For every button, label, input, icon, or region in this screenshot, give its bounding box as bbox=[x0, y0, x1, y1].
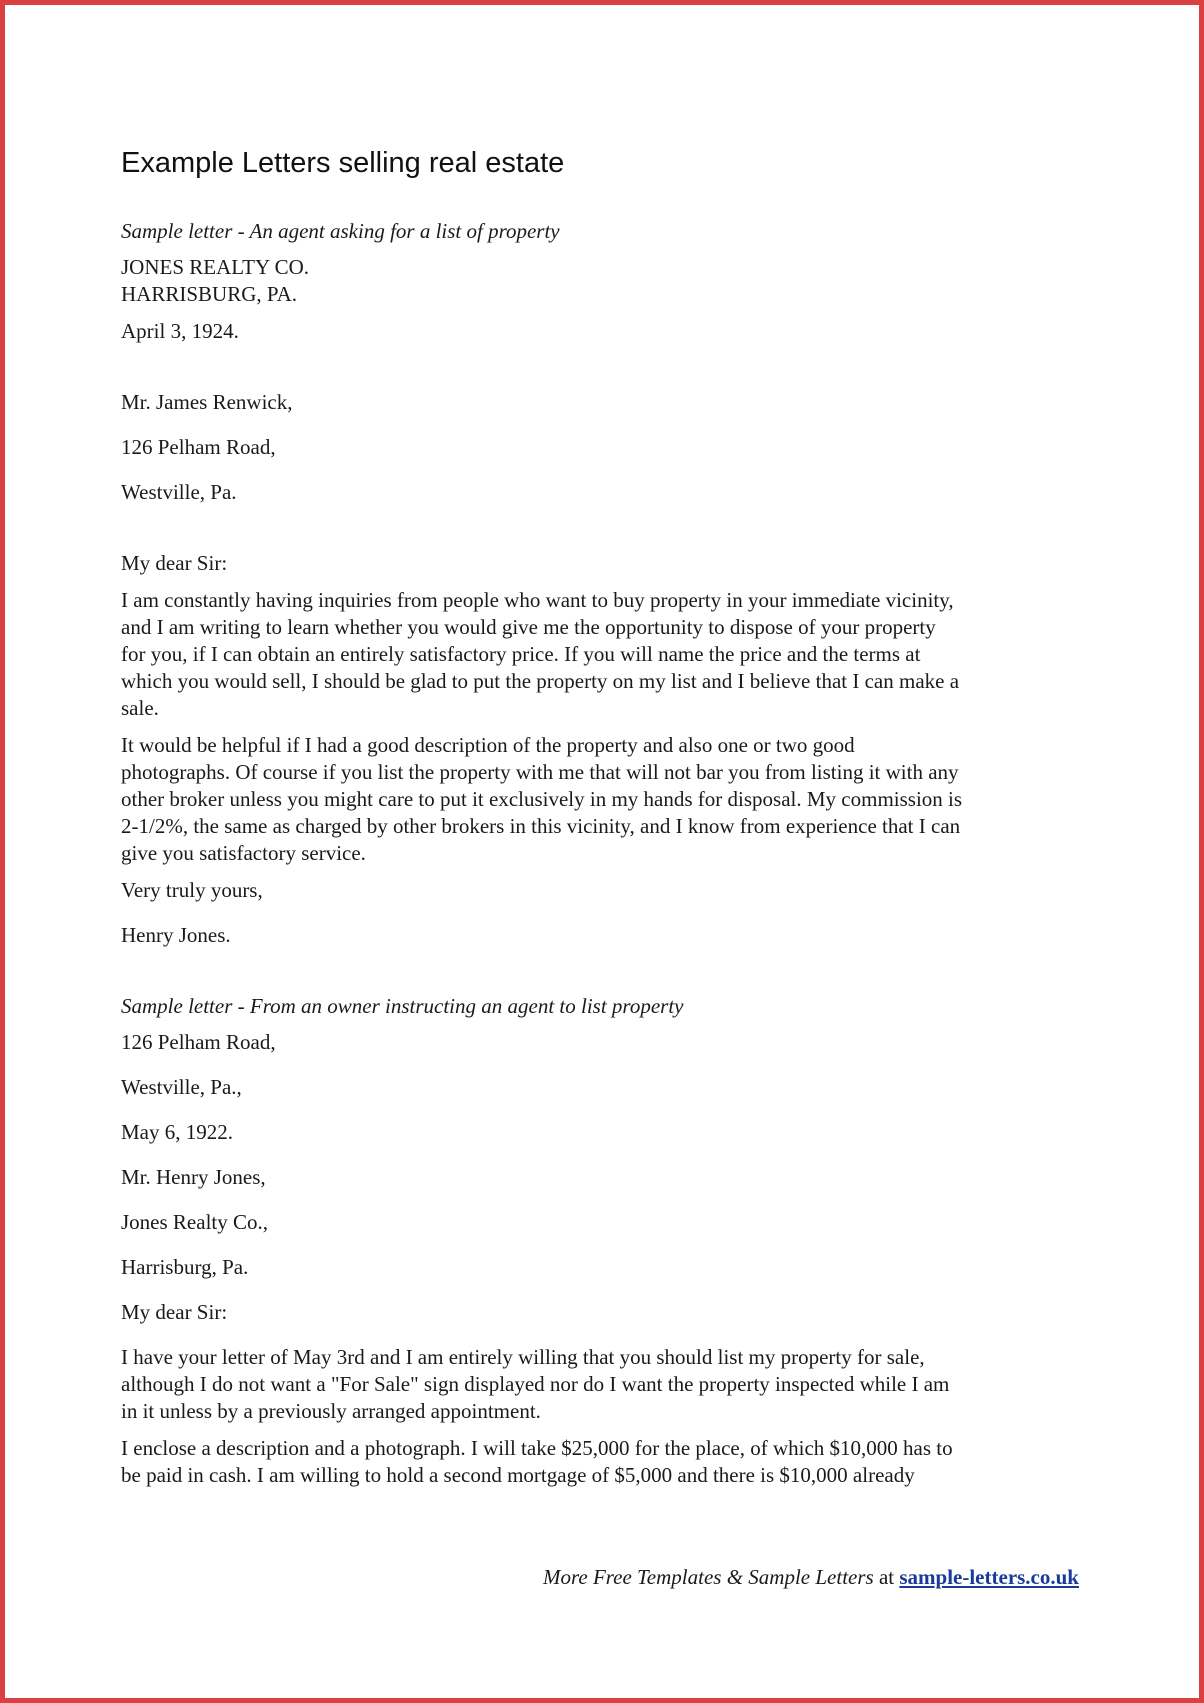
letter2-date: May 6, 1922. bbox=[121, 1120, 233, 1144]
letter1-sender-line: HARRISBURG, PA. bbox=[121, 282, 298, 306]
document-body bbox=[121, 145, 1101, 1499]
letter1-recipient-city: Westville, Pa. bbox=[121, 480, 237, 504]
paragraph-line: although I do not want a "For Sale" sign displayed nor do I want the property inspected while I am bbox=[121, 1372, 950, 1396]
letter2-salutation: My dear Sir: bbox=[121, 1300, 228, 1324]
letter2-sender-street: 126 Pelham Road, bbox=[121, 1030, 276, 1054]
paragraph-line: sale. bbox=[121, 696, 159, 720]
paragraph-line: for you, if I can obtain an entirely satisfactory price. If you will name the price and the terms at bbox=[121, 642, 921, 666]
paragraph-line: in it unless by a previously arranged appointment. bbox=[121, 1399, 541, 1423]
letter1-heading: Sample letter - An agent asking for a list of property bbox=[121, 219, 560, 243]
letter1-paragraph bbox=[121, 587, 1101, 722]
paragraph-line: I enclose a description and a photograph. I will take $25,000 for the place, of which $10,000 has to bbox=[121, 1436, 953, 1460]
letter1-closing: Very truly yours, bbox=[121, 878, 263, 902]
letter2-paragraph bbox=[121, 1344, 1101, 1425]
letter1-salutation: My dear Sir: bbox=[121, 551, 228, 575]
paragraph-line: It would be helpful if I had a good description of the property and also one or two good bbox=[121, 733, 855, 757]
footer-connector: at bbox=[878, 1565, 895, 1589]
letter1-paragraph bbox=[121, 732, 1101, 867]
letter-agent-request bbox=[121, 218, 1101, 949]
paragraph-line: other broker unless you might care to put it exclusively in my hands for disposal. My commission is bbox=[121, 787, 963, 811]
footer-promo-text: More Free Templates & Sample Letters bbox=[542, 1565, 874, 1589]
letter1-recipient-name: Mr. James Renwick, bbox=[121, 390, 293, 414]
paragraph-line: which you would sell, I should be glad to put the property on my list and I believe that I can make a bbox=[121, 669, 960, 693]
letter-owner-instruction bbox=[121, 993, 1101, 1489]
letter1-date: April 3, 1924. bbox=[121, 319, 239, 343]
letter1-signature: Henry Jones. bbox=[121, 923, 231, 947]
paragraph-line: I am constantly having inquiries from people who want to buy property in your immediate vicinity, bbox=[121, 588, 954, 612]
letter2-sender-city: Westville, Pa., bbox=[121, 1075, 242, 1099]
letter2-recipient-city: Harrisburg, Pa. bbox=[121, 1255, 249, 1279]
footer-site-link[interactable]: sample-letters.co.uk bbox=[899, 1565, 1079, 1589]
letter2-recipient-company: Jones Realty Co., bbox=[121, 1210, 268, 1234]
paragraph-line: be paid in cash. I am willing to hold a second mortgage of $5,000 and there is $10,000 already bbox=[121, 1463, 915, 1487]
footer-promo bbox=[543, 1565, 1079, 1590]
paragraph-line: and I am writing to learn whether you would give me the opportunity to dispose of your property bbox=[121, 615, 936, 639]
letter2-recipient-name: Mr. Henry Jones, bbox=[121, 1165, 266, 1189]
paragraph-line: 2-1/2%, the same as charged by other brokers in this vicinity, and I know from experience that I can bbox=[121, 814, 961, 838]
paragraph-line: give you satisfactory service. bbox=[121, 841, 366, 865]
paragraph-line: photographs. Of course if you list the property with me that will not bar you from listing it with any bbox=[121, 760, 959, 784]
letter1-sender-block bbox=[121, 254, 1101, 308]
letter2-heading: Sample letter - From an owner instructing an agent to list property bbox=[121, 994, 684, 1018]
paragraph-line: I have your letter of May 3rd and I am entirely willing that you should list my property for sale, bbox=[121, 1345, 925, 1369]
letter1-recipient-street: 126 Pelham Road, bbox=[121, 435, 276, 459]
letter2-paragraph bbox=[121, 1435, 1101, 1489]
letter1-sender-line: JONES REALTY CO. bbox=[121, 255, 310, 279]
page-title: Example Letters selling real estate bbox=[121, 147, 565, 179]
